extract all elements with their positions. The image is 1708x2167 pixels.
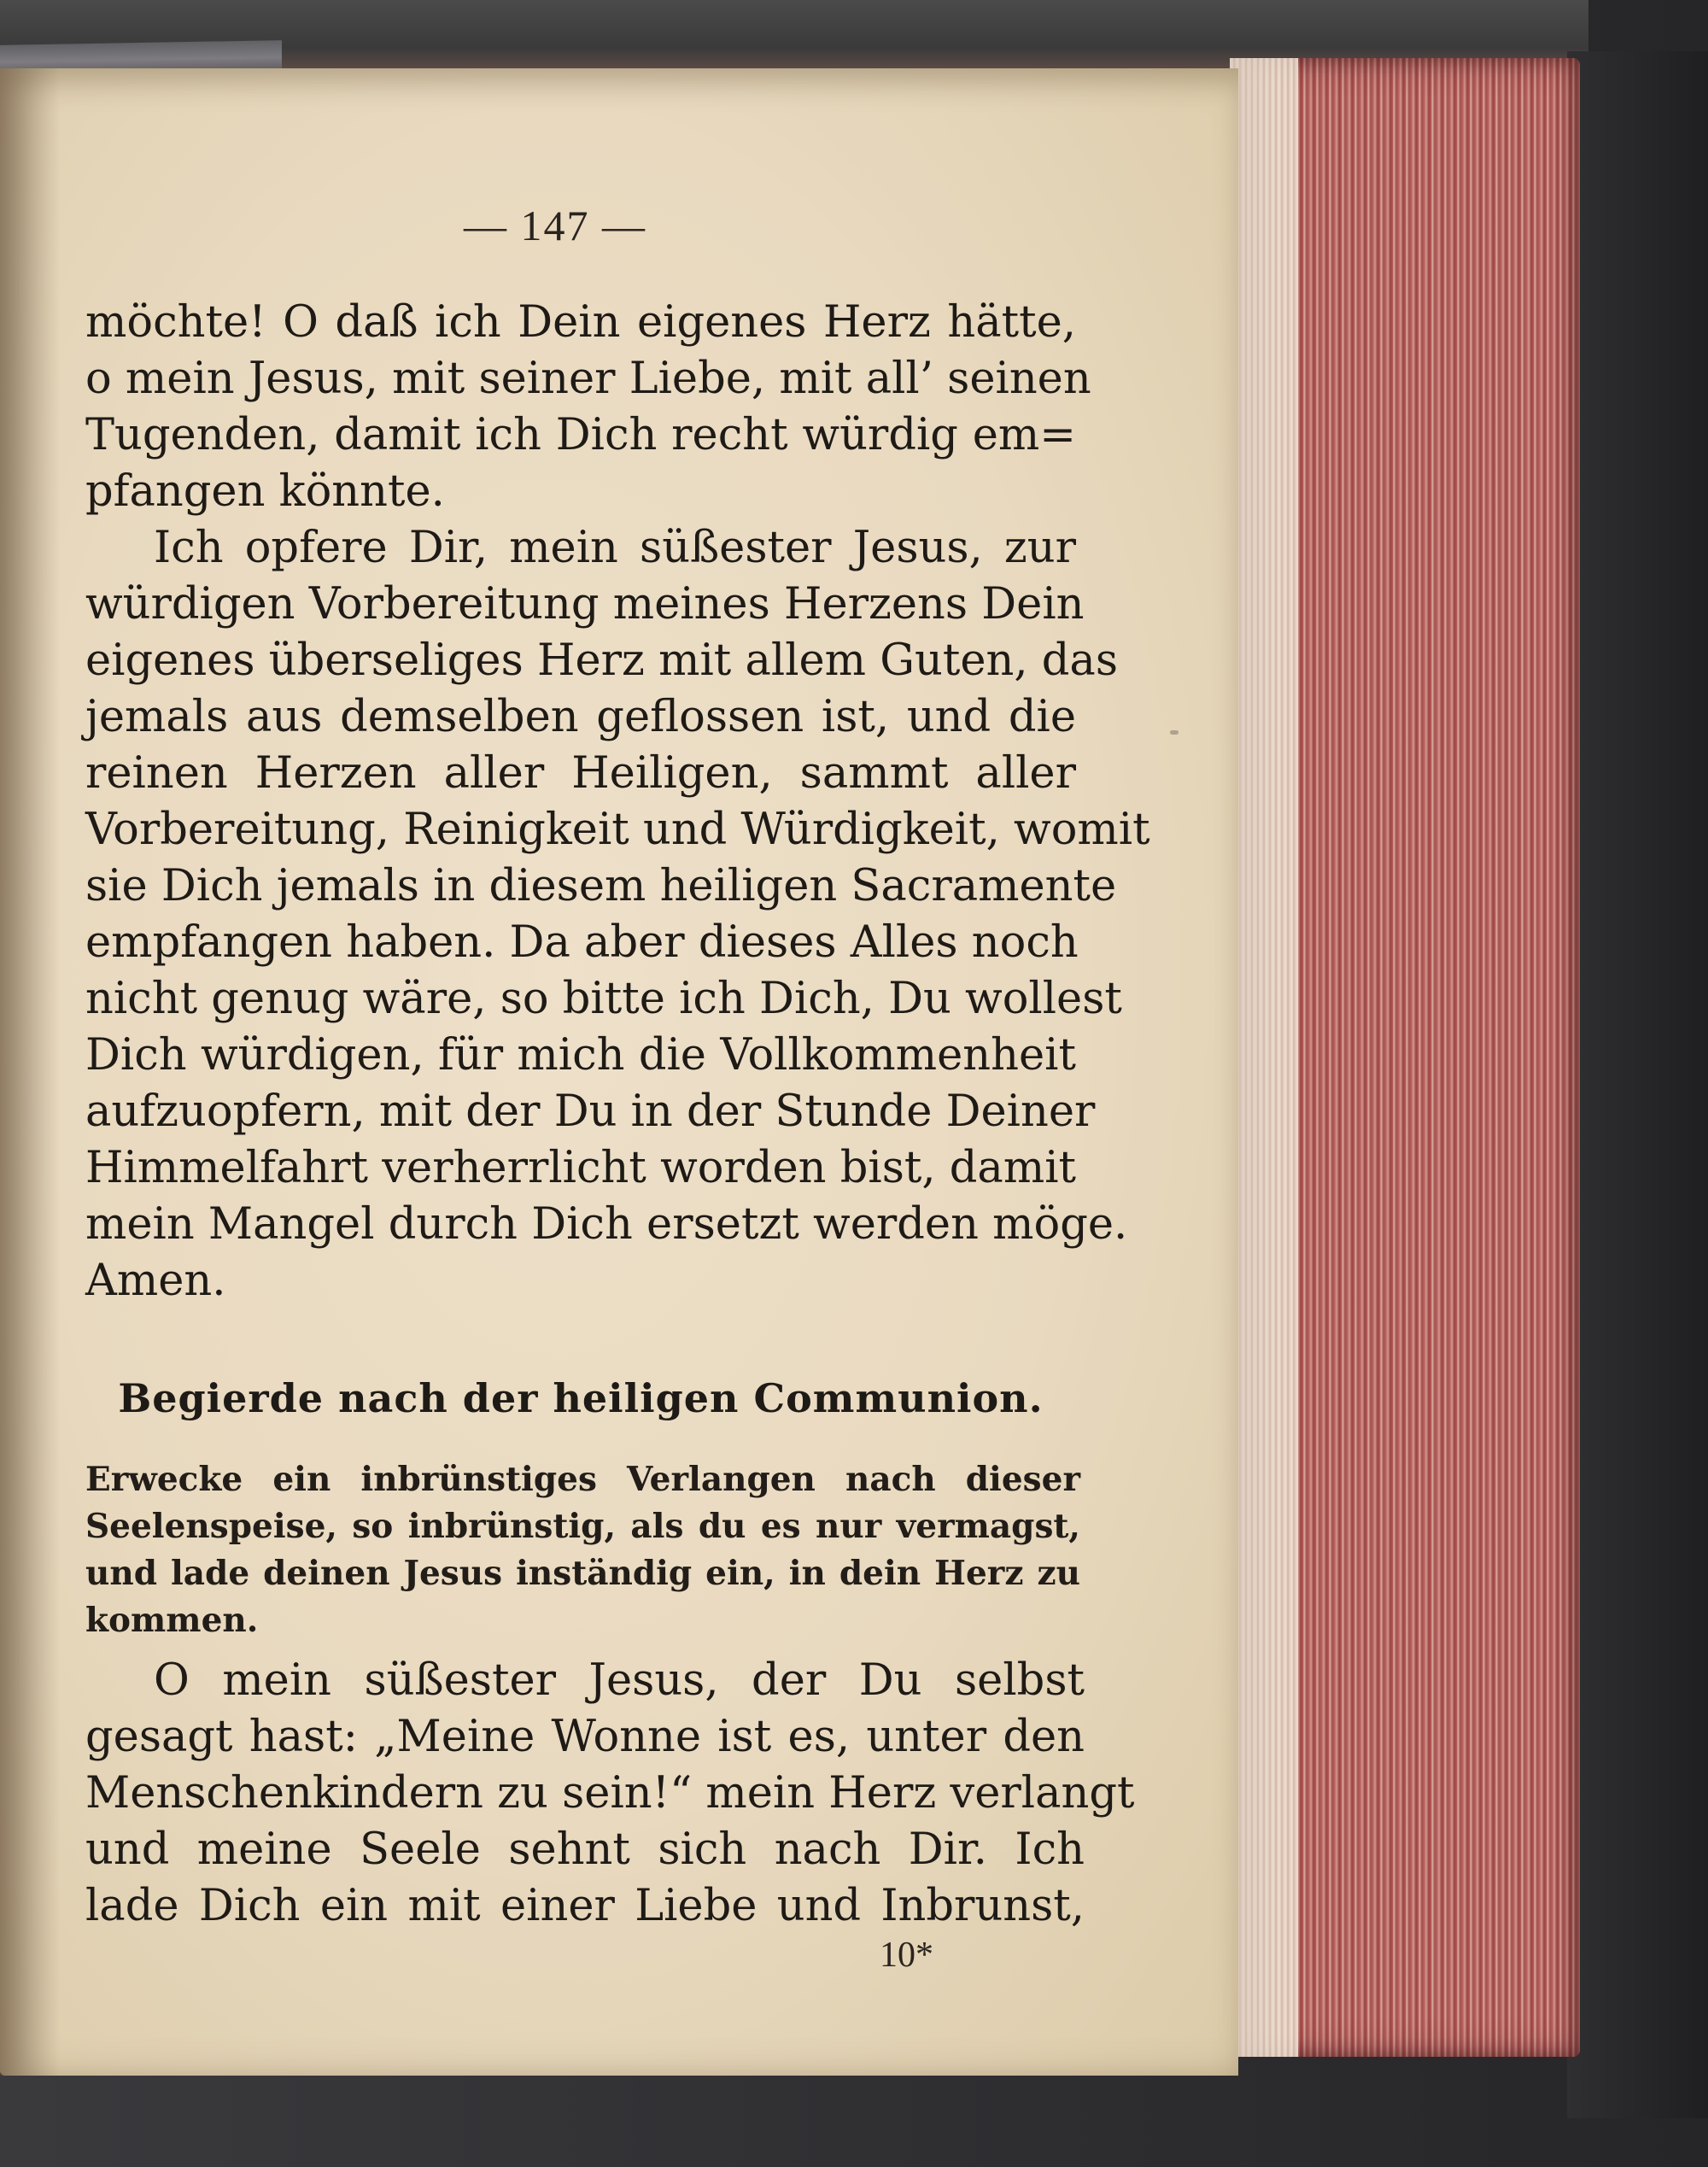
page-number: — 147 — <box>464 202 646 249</box>
signature-mark: 10* <box>880 1936 933 1975</box>
text-line: jemals aus demselben geflossen ist, und die <box>85 692 1076 742</box>
text-line: Menschenkindern zu sein!“ mein Herz verlangt <box>85 1768 1135 1819</box>
text-line: gesagt hast: „Meine Wonne ist es, unter den <box>85 1712 1085 1762</box>
text-line: Erwecke ein inbrünstiges Verlangen nach dieser <box>85 1460 1080 1499</box>
ink-spot <box>1170 730 1179 735</box>
text-line: Tugenden, damit ich Dich recht würdig em= <box>85 410 1076 460</box>
text-line: O mein süßester Jesus, der Du selbst <box>154 1655 1085 1706</box>
text-line: und meine Seele sehnt sich nach Dir. Ich <box>85 1824 1085 1875</box>
paragraph-2 <box>85 520 1150 1309</box>
text-line: sie Dich jemals in diesem heiligen Sacramente <box>85 861 1117 911</box>
text-line: kommen. <box>85 1601 259 1640</box>
text-line: reinen Herzen aller Heiligen, sammt aller <box>85 748 1076 799</box>
gutter-shadow <box>0 68 60 2076</box>
text-line: möchte! O daß ich Dein eigenes Herz hätte, <box>85 297 1076 348</box>
text-line: Seelenspeise, so inbrünstig, als du es nur vermagst, <box>85 1507 1080 1546</box>
text-line: eigenes überseliges Herz mit allem Guten, das <box>85 635 1119 686</box>
text-line: pfangen könnte. <box>85 466 445 517</box>
text-line: o mein Jesus, mit seiner Liebe, mit all’ seinen <box>85 354 1091 404</box>
text-line: Amen. <box>85 1256 226 1306</box>
text-line: würdigen Vorbereitung meines Herzens Dein <box>85 579 1085 630</box>
text-line: und lade deinen Jesus inständig ein, in dein Herz zu <box>85 1554 1080 1593</box>
text-line: Ich opfere Dir, mein süßester Jesus, zur <box>154 523 1076 573</box>
text-line: Himmelfahrt verherrlicht worden bist, damit <box>85 1143 1077 1193</box>
text-line: empfangen haben. Da aber dieses Alles noch <box>85 917 1079 968</box>
page-edges-light <box>1230 58 1298 2057</box>
prayer-text-block <box>85 295 1150 1309</box>
prayer-2-text <box>85 1653 1135 1935</box>
text-line: Vorbereitung, Reinigkeit und Würdigkeit, womit <box>85 805 1150 855</box>
paragraph-1 <box>85 295 1091 520</box>
instruction-text <box>85 1456 1080 1644</box>
text-line: aufzuopfern, mit der Du in der Stunde Deiner <box>85 1086 1096 1137</box>
text-line: Dich würdigen, für mich die Vollkommenheit <box>85 1030 1076 1081</box>
text-line: lade Dich ein mit einer Liebe und Inbrunst, <box>85 1881 1085 1931</box>
cover-right-edge <box>1567 51 1708 2118</box>
text-line: mein Mangel durch Dich ersetzt werden möge. <box>85 1199 1128 1250</box>
text-line: nicht genug wäre, so bitte ich Dich, Du wollest <box>85 974 1122 1024</box>
section-heading: Begierde nach der heiligen Communion. <box>118 1375 1044 1421</box>
